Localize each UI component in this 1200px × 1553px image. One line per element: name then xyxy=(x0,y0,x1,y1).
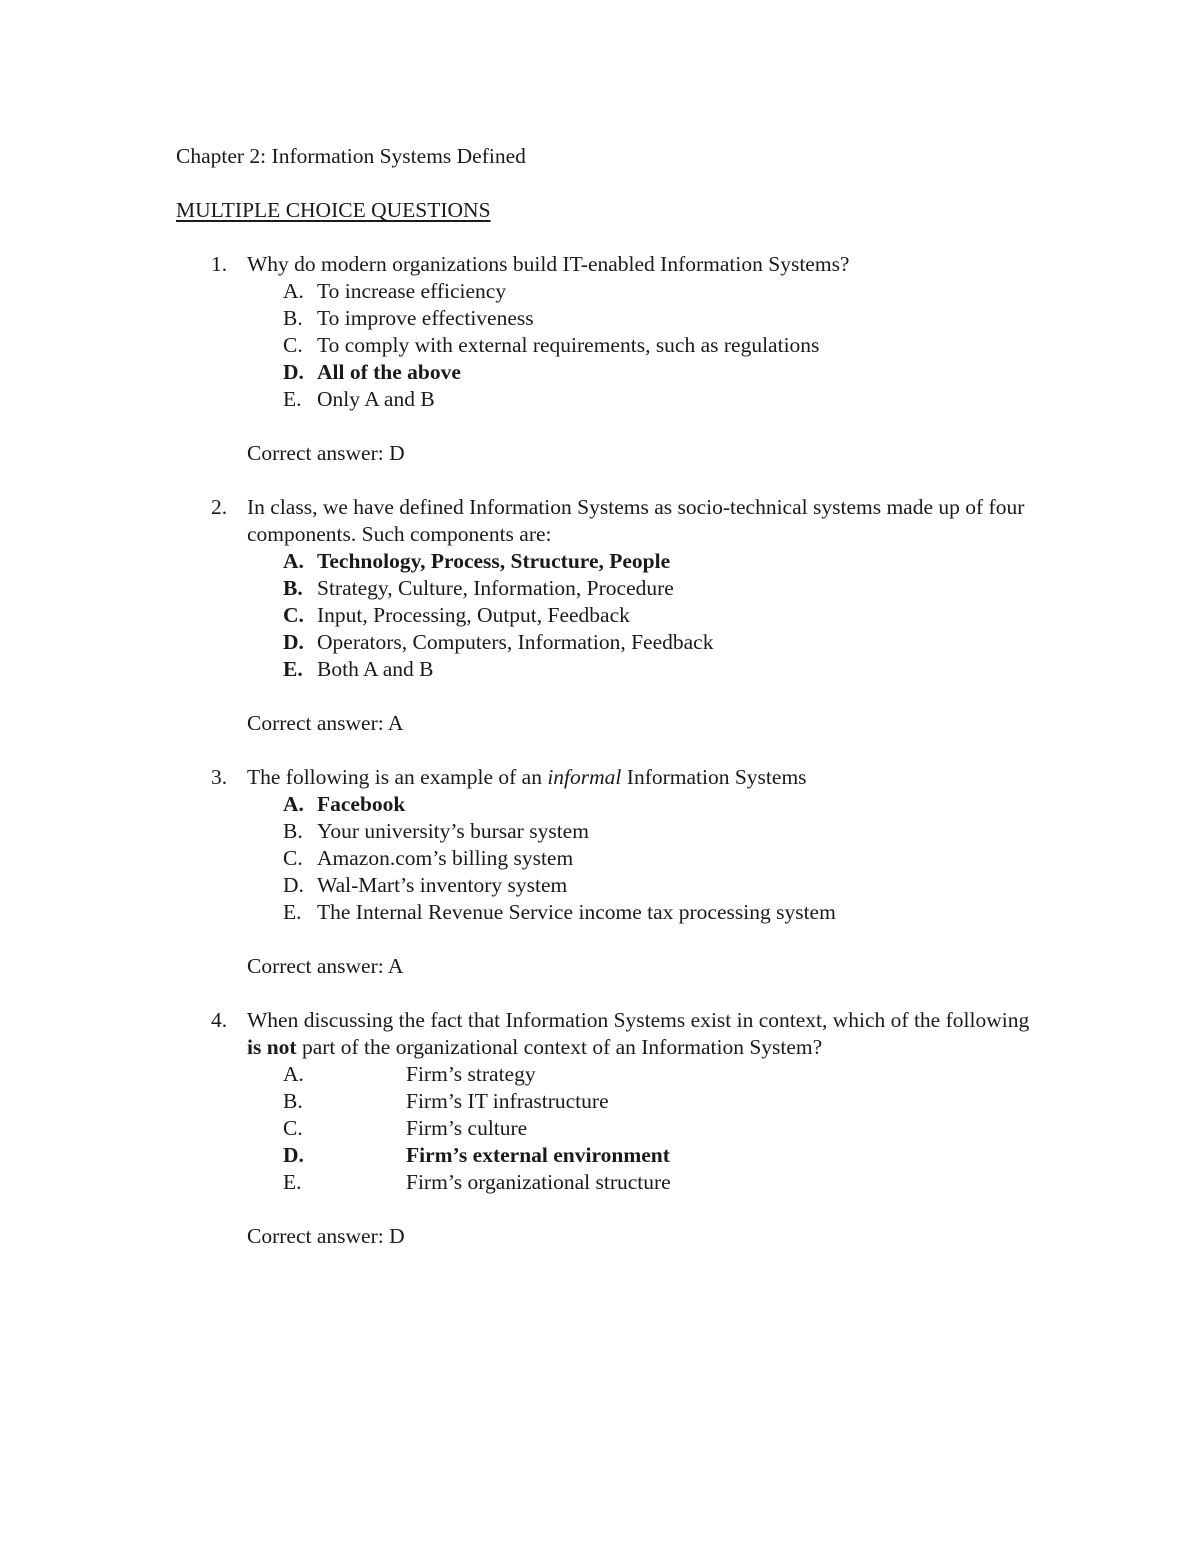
question-text-emphasis: is not xyxy=(247,1035,297,1059)
option-letter: D. xyxy=(283,1143,304,1167)
correct-answer: Correct answer: A xyxy=(247,954,404,978)
option-text: Your university’s bursar system xyxy=(317,819,589,843)
option-letter: C. xyxy=(283,333,303,357)
question-number: 1. xyxy=(211,252,228,276)
question-text-part: When discussing the fact that Information Systems exist in context, which of the following xyxy=(247,1008,1030,1032)
correct-answer: Correct answer: A xyxy=(247,711,404,735)
option-text: To improve effectiveness xyxy=(317,306,534,330)
question-list xyxy=(176,251,1036,1250)
option-list xyxy=(247,791,1036,926)
question-text xyxy=(247,764,1036,791)
option-text: Input, Processing, Output, Feedback xyxy=(317,603,630,627)
question-text-part: The following is an example of an xyxy=(247,765,548,789)
question-text xyxy=(247,1007,1036,1061)
option-text: Wal-Mart’s inventory system xyxy=(317,873,568,897)
option-letter: B. xyxy=(283,819,303,843)
question-3 xyxy=(176,764,1036,980)
option-text: Firm’s organizational structure xyxy=(406,1170,671,1194)
option-letter: A. xyxy=(283,549,304,573)
question-text-part: part of the organizational context of an Information System? xyxy=(296,1035,823,1059)
correct-answer: Correct answer: D xyxy=(247,1224,405,1248)
chapter-title: Chapter 2: Information Systems Defined xyxy=(176,144,526,168)
option-text: Amazon.com’s billing system xyxy=(317,846,574,870)
option-c xyxy=(283,602,1036,629)
option-letter: E. xyxy=(283,387,302,411)
correct-answer: Correct answer: D xyxy=(247,441,405,465)
option-text: Technology, Process, Structure, People xyxy=(317,549,671,573)
option-b xyxy=(283,818,1036,845)
question-number: 2. xyxy=(211,495,228,519)
option-text: To increase efficiency xyxy=(317,279,507,303)
option-letter: A. xyxy=(283,279,304,303)
option-text: Firm’s culture xyxy=(406,1116,528,1140)
option-a xyxy=(283,278,1036,305)
option-b xyxy=(283,1088,1036,1115)
option-letter: B. xyxy=(283,306,303,330)
section-title: MULTIPLE CHOICE QUESTIONS xyxy=(176,198,491,222)
question-number: 4. xyxy=(211,1008,228,1032)
question-1 xyxy=(176,251,1036,467)
option-letter: A. xyxy=(283,1062,304,1086)
question-text-emphasis: informal xyxy=(547,765,622,789)
question-number: 3. xyxy=(211,765,228,789)
option-e xyxy=(283,386,1036,413)
option-text: Only A and B xyxy=(317,387,435,411)
question-2 xyxy=(176,494,1036,737)
option-a-correct xyxy=(283,548,1036,575)
question-4 xyxy=(176,1007,1036,1250)
option-text: Both A and B xyxy=(317,657,434,681)
option-d xyxy=(283,629,1036,656)
option-c xyxy=(283,332,1036,359)
option-letter: E. xyxy=(283,1170,302,1194)
option-letter: A. xyxy=(283,792,304,816)
question-text: In class, we have defined Information Systems as socio-technical systems made up of four components. Such components are: xyxy=(247,495,1025,546)
option-text: The Internal Revenue Service income tax processing system xyxy=(317,900,836,924)
option-c xyxy=(283,1115,1036,1142)
option-e xyxy=(283,1169,1036,1196)
option-list xyxy=(247,1061,1036,1196)
option-list xyxy=(247,278,1036,413)
option-a xyxy=(283,1061,1036,1088)
question-text: Why do modern organizations build IT-enabled Information Systems? xyxy=(247,252,850,276)
option-text: Firm’s strategy xyxy=(406,1062,536,1086)
option-letter: C. xyxy=(283,1116,303,1140)
option-text: Strategy, Culture, Information, Procedure xyxy=(317,576,674,600)
option-text: To comply with external requirements, such as regulations xyxy=(317,333,820,357)
option-letter: D. xyxy=(283,873,304,897)
option-text: All of the above xyxy=(317,360,461,384)
option-text: Firm’s external environment xyxy=(406,1143,670,1167)
option-d-correct xyxy=(283,1142,1036,1169)
option-letter: C. xyxy=(283,846,303,870)
option-letter: D. xyxy=(283,360,304,384)
question-text-part: Information Systems xyxy=(621,765,807,789)
option-text: Firm’s IT infrastructure xyxy=(406,1089,609,1113)
option-d-correct xyxy=(283,359,1036,386)
option-letter: E. xyxy=(283,657,303,681)
document-page xyxy=(176,143,1036,1277)
option-d xyxy=(283,872,1036,899)
option-text: Operators, Computers, Information, Feedback xyxy=(317,630,714,654)
option-letter: B. xyxy=(283,576,303,600)
option-e xyxy=(283,656,1036,683)
option-letter: E. xyxy=(283,900,302,924)
option-letter: D. xyxy=(283,630,304,654)
option-list xyxy=(247,548,1036,683)
option-text: Facebook xyxy=(317,792,406,816)
option-a-correct xyxy=(283,791,1036,818)
option-c xyxy=(283,845,1036,872)
option-b xyxy=(283,575,1036,602)
option-letter: C. xyxy=(283,603,304,627)
option-e xyxy=(283,899,1036,926)
option-b xyxy=(283,305,1036,332)
option-letter: B. xyxy=(283,1089,303,1113)
